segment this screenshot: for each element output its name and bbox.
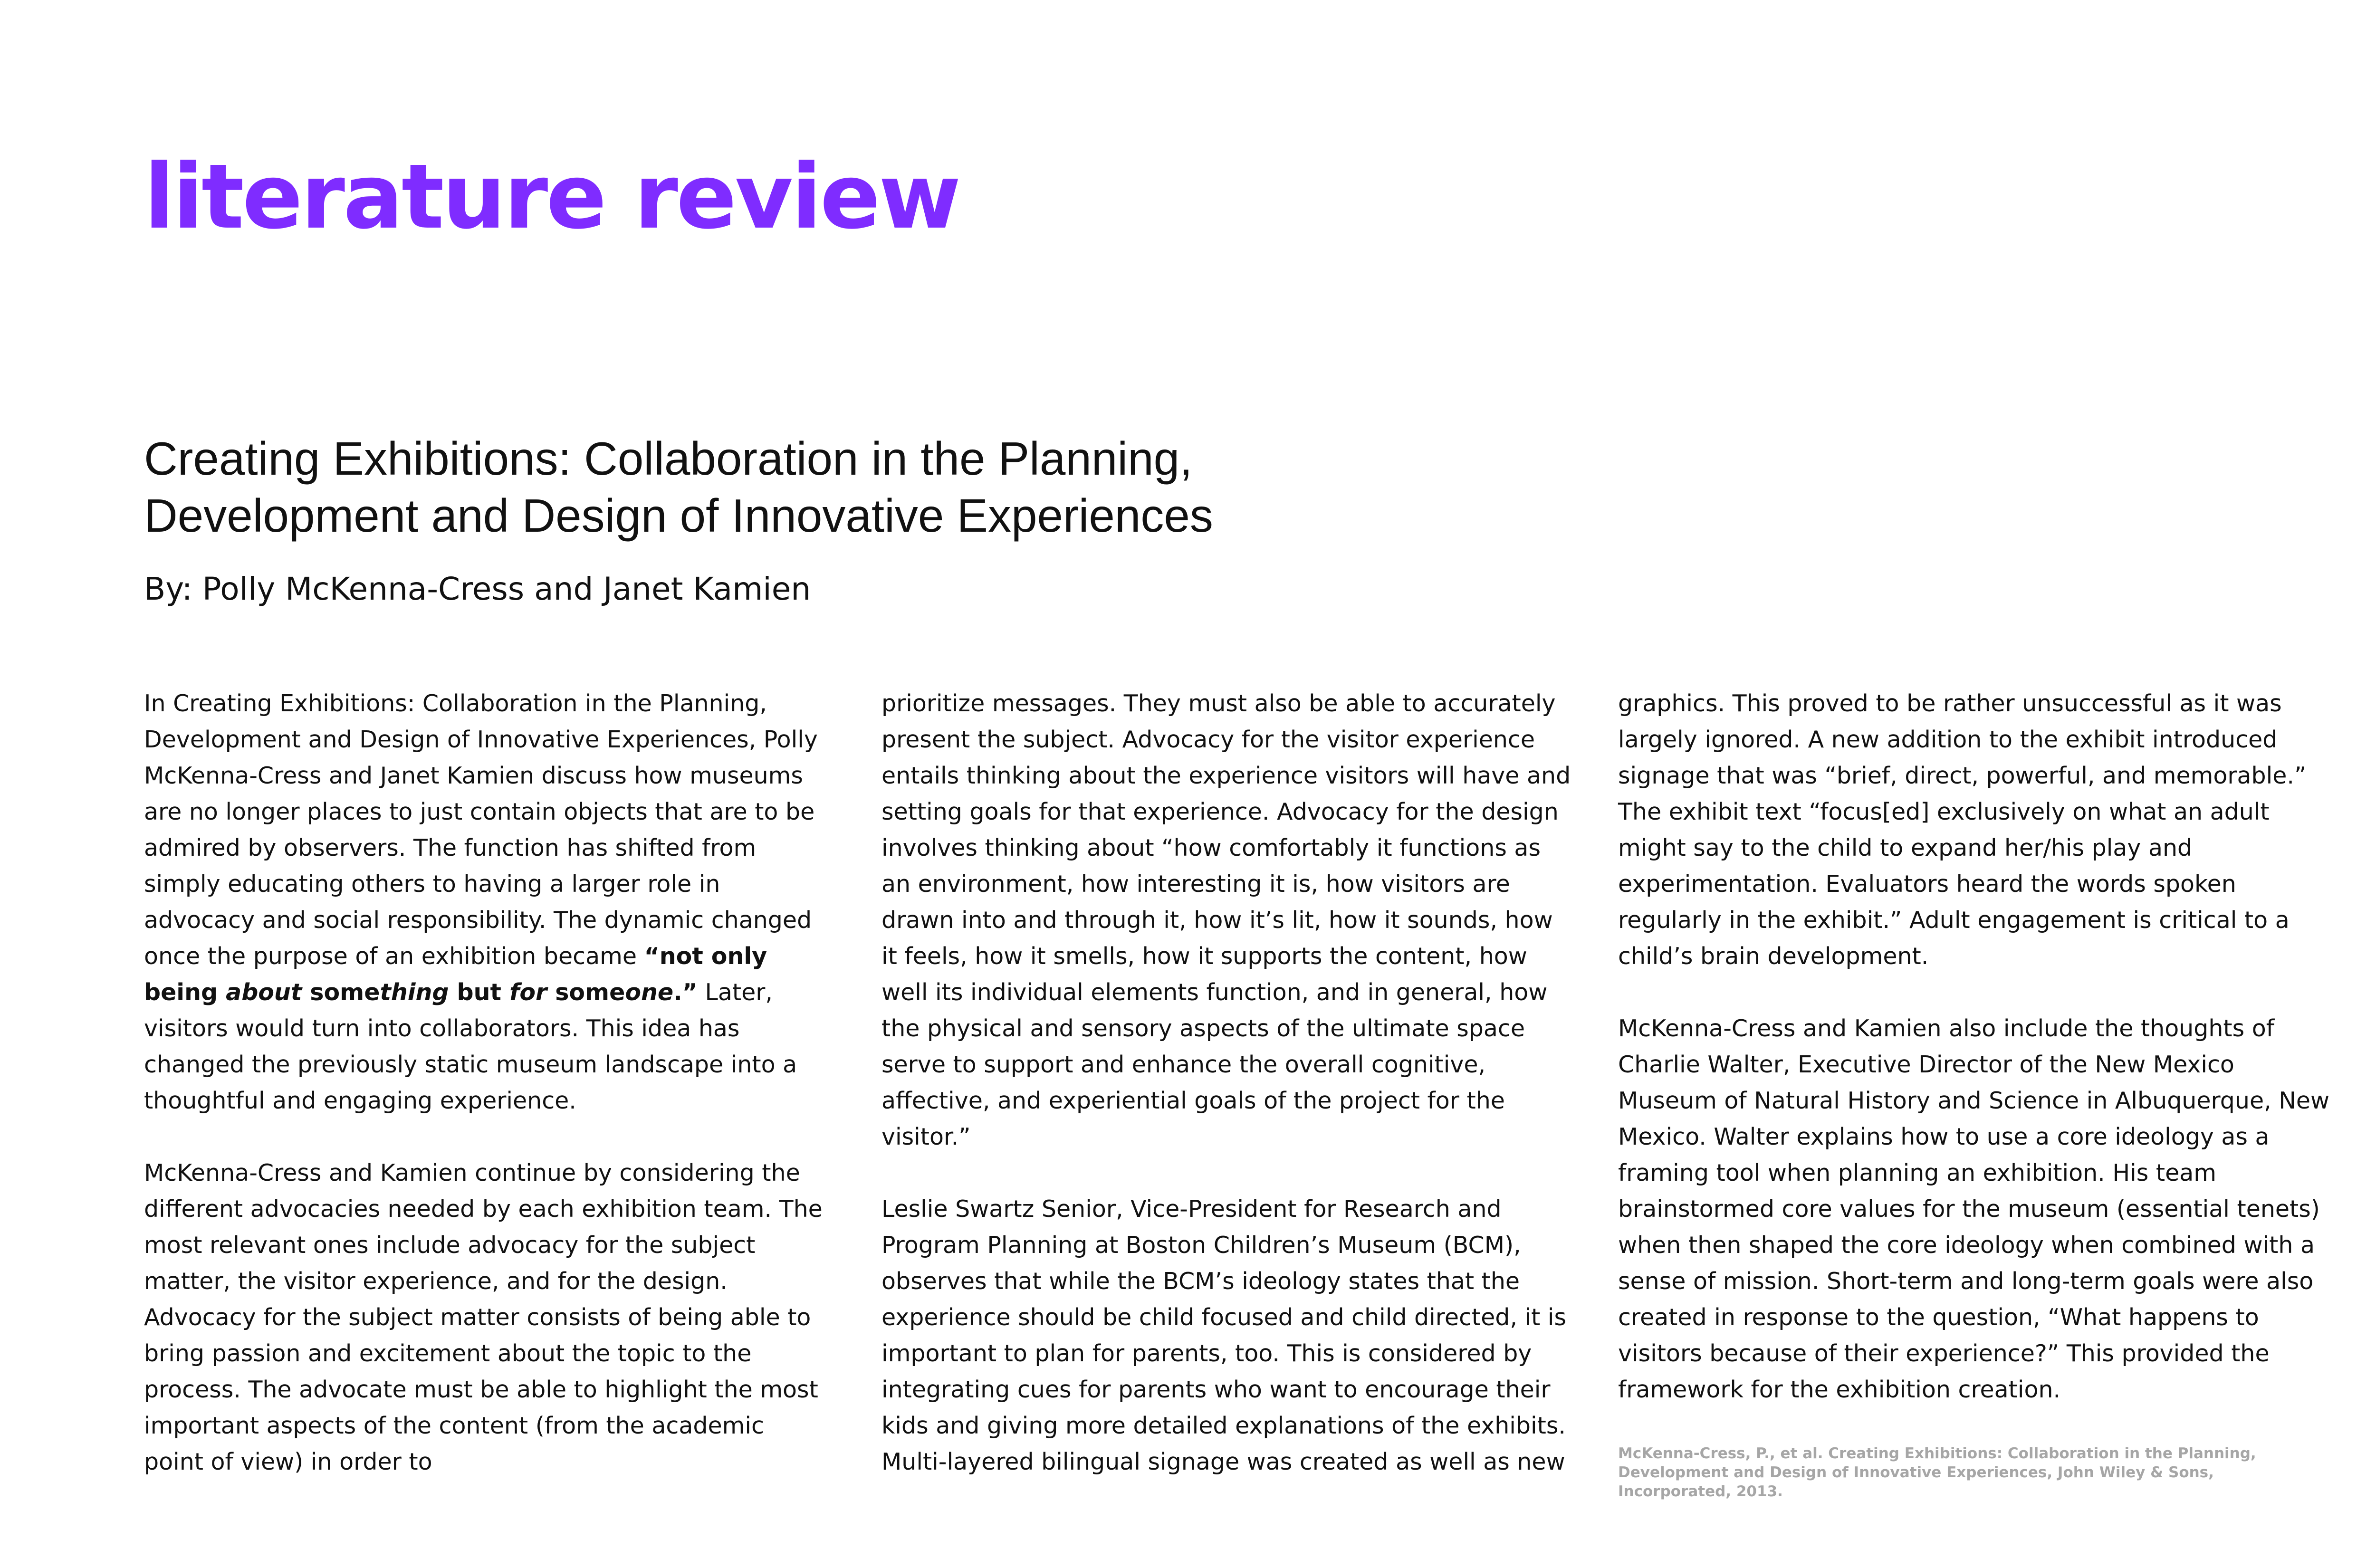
text-column-3	[1618, 686, 2331, 1501]
paragraph-text: Later, visitors would turn into collaborators. This idea has changed the previously static museum landscape into a thoughtful and engaging experience.	[144, 979, 797, 1114]
paragraph: McKenna-Cress and Kamien also include the thoughts of Charlie Walter, Executive Director of the New Mexico Museum of Natural History and Science in Albuquerque, New Mexico. Walter explains how to use a core ideology as a framing tool when planning an exhibition. His team brainstormed core values for the museum (essential tenets) when then shaped the core ideology when combined with a sense of mission. Short-term and long-term goals were also created in response to the question, “What happens to visitors because of their experience?” This provided the framework for the exhibition creation.	[1618, 1015, 2330, 1403]
paragraph-text: In Creating Exhibitions: Collaboration in the Planning, Development and Design of Innovative Experiences, Polly McKenna-Cress and Janet Kamien discuss how museums are no longer places to just contain objects that are to be admired by observers. The function has shifted from simply educating others to having a larger role in advocacy and social responsibility. The dynamic changed once the purpose of an exhibition became	[144, 690, 818, 970]
book-authors: By: Polly McKenna-Cress and Janet Kamien	[144, 571, 811, 607]
paragraph: Leslie Swartz Senior, Vice-President for Research and Program Planning at Boston Children’s Museum (BCM), observes that while the BCM’s ideology states that the experience should be child focused and child directed, it is important to plan for parents, too. This is considered by integrating cues for parents who want to encourage their kids and giving more detailed explanations of the exhibits. Multi-layered bilingual signage was created as well as new	[881, 1195, 1567, 1475]
citation: McKenna-Cress, P., et al. Creating Exhibitions: Collaboration in the Planning, Development and Design of Innovative Experiences, John Wiley & Sons, Incorporated, 2013.	[1618, 1445, 2256, 1500]
section-heading: literature review	[144, 145, 959, 249]
paragraph: McKenna-Cress and Kamien continue by considering the different advocacies needed by each exhibition team. The most relevant ones include advocacy for the subject matter, the visitor experience, and for the design. Advocacy for the subject matter consists of being able to bring passion and excitement about the topic to the process. The advocate must be able to highlight the most important aspects of the content (from the academic point of view) in order to	[144, 1159, 823, 1475]
paragraph: prioritize messages. They must also be able to accurately present the subject. Advocacy for the visitor experience entails thinking about the experience visitors will have and setting goals for that experience. Advocacy for the design involves thinking about “how comfortably it functions as an environment, how interesting it is, how visitors are drawn into and through it, how it’s lit, how it sounds, how it feels, how it smells, how it supports the content, how well its individual elements function, and in general, how the physical and sensory aspects of the ultimate space serve to support and enhance the overall cognitive, affective, and experiential goals of the project for the visitor.”	[881, 690, 1571, 1150]
paragraph	[144, 686, 824, 1119]
text-column-2	[881, 686, 1575, 1516]
text-column-1	[144, 686, 824, 1516]
book-title	[144, 430, 1451, 544]
emphasized-quote: “not only being about something but for someone.”	[144, 943, 767, 1006]
paragraph: graphics. This proved to be rather unsuccessful as it was largely ignored. A new addition to the exhibit introduced signage that was “brief, direct, powerful, and memorable.” The exhibit text “focus[ed] exclusively on what an adult might say to the child to expand her/his play and experimentation. Evaluators heard the words spoken regularly in the exhibit.” Adult engagement is critical to a child’s brain development.	[1618, 690, 2307, 970]
book-title-line-2: Development and Design of Innovative Experiences	[144, 489, 1213, 542]
book-title-line-1: Creating Exhibitions: Collaboration in the Planning,	[144, 432, 1193, 485]
